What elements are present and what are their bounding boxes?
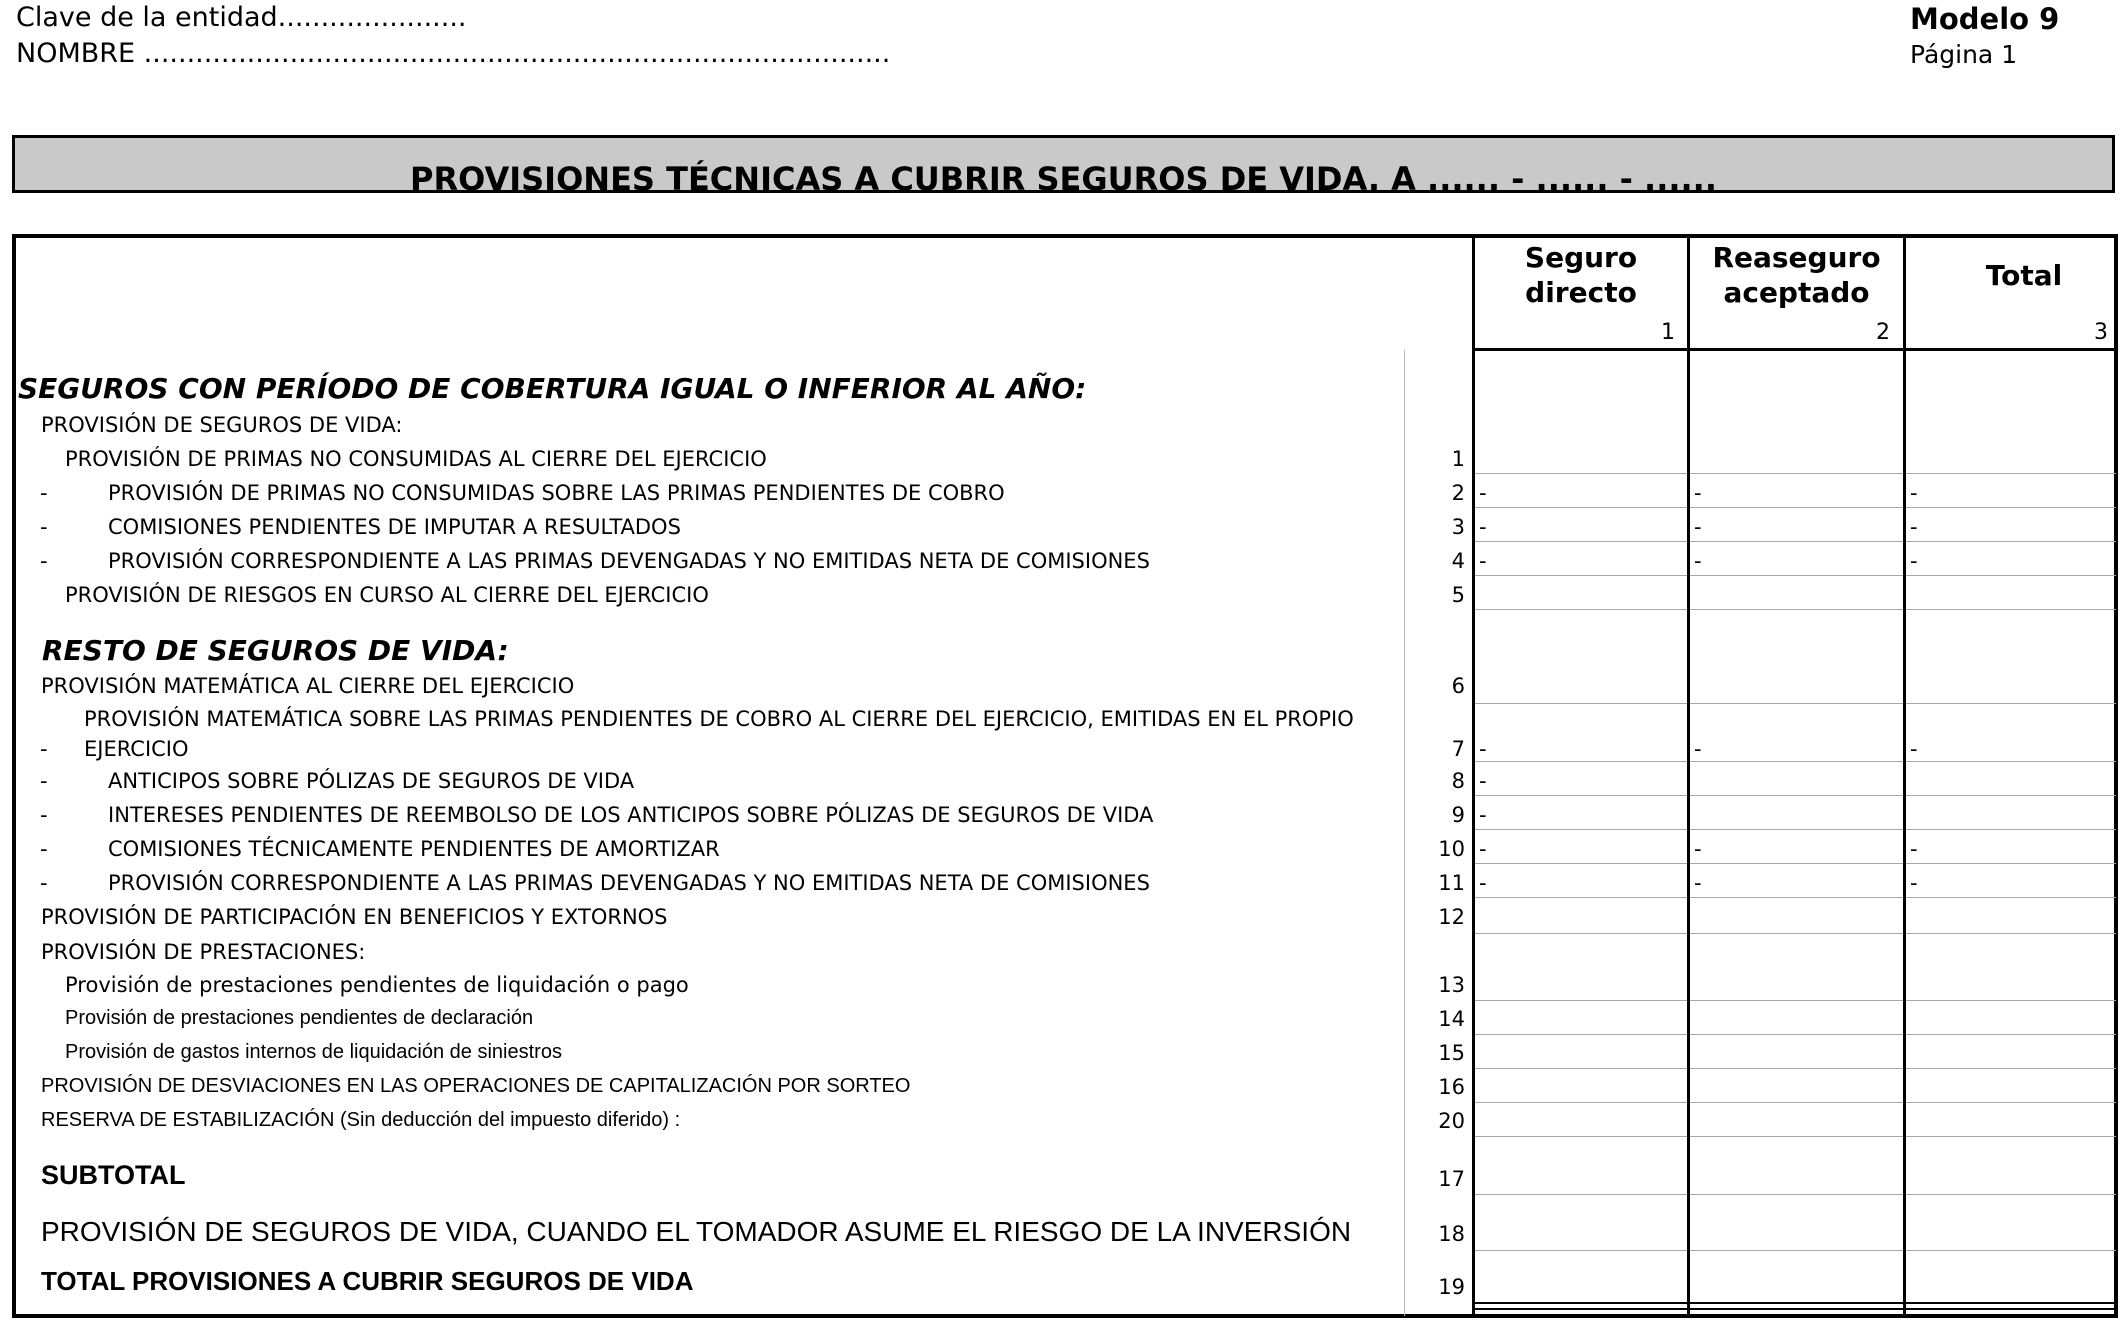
cell-separator [1690,1000,1903,1001]
row-number: 5 [1451,583,1465,607]
value-cell[interactable] [1479,1007,1683,1033]
cell-separator [1690,829,1903,830]
row-label: INTERESES PENDIENTES DE REEMBOLSO DE LOS ANTICIPOS SOBRE PÓLIZAS DE SEGUROS DE VIDA [108,803,1154,827]
cell-separator [1906,829,2116,830]
value-cell[interactable]: - [1479,871,1487,895]
cell-separator [1906,933,2116,934]
row-number: 4 [1451,549,1465,573]
value-cell[interactable] [1479,447,1683,473]
value-cell[interactable] [1694,1266,1899,1292]
row-label: PROVISIÓN CORRESPONDIENTE A LAS PRIMAS DEVENGADAS Y NO EMITIDAS NETA DE COMISIONES [108,871,1150,895]
row-number: 10 [1438,837,1465,861]
cell-separator [1906,795,2116,796]
row-label: PROVISIÓN MATEMÁTICA AL CIERRE DEL EJERCICIO [41,674,575,698]
cell-separator [1690,575,1903,576]
value-cell[interactable] [1694,769,1899,795]
cell-separator [1475,897,1687,898]
row-label: PROVISIÓN DE RIESGOS EN CURSO AL CIERRE DEL EJERCICIO [65,583,709,607]
row-label: Provisión de prestaciones pendientes de declaración [65,1007,534,1029]
row-label: TOTAL PROVISIONES A CUBRIR SEGUROS DE VIDA [41,1266,694,1296]
column-header-line: aceptado [1723,276,1870,309]
value-cell[interactable]: - [1694,871,1702,895]
value-cell[interactable]: - [1910,549,1918,573]
cell-separator [1690,1250,1903,1251]
row-label: Provisión de gastos internos de liquidación de siniestros [65,1041,562,1063]
value-cell[interactable]: - [1910,871,1918,895]
column-header-total [1906,258,2126,293]
row-number: 17 [1438,1167,1465,1191]
cell-separator [1690,1034,1903,1035]
cell-separator [1906,609,2116,610]
column-number: 2 [1876,320,1890,345]
value-cell[interactable] [1479,674,1683,700]
value-cell[interactable] [1910,674,2112,700]
row-lead-dash: - [40,481,48,505]
value-cell[interactable] [1694,583,1899,609]
row-label: SUBTOTAL [41,1160,186,1190]
model-label: Modelo 9 [1910,2,2060,36]
value-cell[interactable] [1479,973,1683,999]
value-cell[interactable] [1910,973,2112,999]
cell-separator [1906,703,2116,704]
value-cell[interactable] [1694,905,1899,931]
cell-separator [1475,795,1687,796]
row-lead-dash: - [40,769,48,793]
subsection-heading: PROVISIÓN DE PRESTACIONES: [41,940,366,964]
cell-separator [1475,1034,1687,1035]
cell-separator [1690,541,1903,542]
column-divider [1472,236,1475,1316]
row-number: 2 [1451,481,1465,505]
row-number: 16 [1438,1075,1465,1099]
value-cell[interactable]: - [1694,549,1702,573]
cell-separator [1475,1194,1687,1195]
column-header-line: Total [1985,259,2063,292]
value-cell[interactable] [1479,1109,1683,1135]
row-label: PROVISIÓN CORRESPONDIENTE A LAS PRIMAS DEVENGADAS Y NO EMITIDAS NETA DE COMISIONES [108,549,1150,573]
row-number: 15 [1438,1041,1465,1065]
value-cell[interactable] [1910,803,2112,829]
value-cell[interactable]: - [1910,515,1918,539]
value-cell[interactable]: - [1694,737,1702,761]
cell-separator [1475,829,1687,830]
cell-separator [1690,795,1903,796]
value-cell[interactable] [1694,447,1899,473]
value-cell[interactable]: - [1910,737,1918,761]
row-lead-dash: - [40,549,48,573]
row-lead-dash: - [40,871,48,895]
row-lead-dash: - [40,837,48,861]
row-label: PROVISIÓN DE PRIMAS NO CONSUMIDAS AL CIERRE DEL EJERCICIO [65,447,767,471]
value-cell[interactable] [1910,1160,2112,1186]
value-cell[interactable] [1910,1041,2112,1067]
section-heading: RESTO DE SEGUROS DE VIDA: [42,634,509,667]
cell-separator [1475,1250,1687,1251]
cell-separator [1690,609,1903,610]
row-label: PROVISIÓN DE SEGUROS DE VIDA, CUANDO EL TOMADOR ASUME EL RIESGO DE LA INVERSIÓN [41,1216,1352,1247]
row-number: 12 [1438,905,1465,929]
column-header-seguro-directo [1475,240,1687,310]
row-number: 19 [1438,1275,1465,1299]
value-cell[interactable]: - [1694,837,1702,861]
footer-rule [1472,1302,2118,1304]
cell-separator [1690,761,1903,762]
value-cell[interactable]: - [1694,481,1702,505]
cell-separator [1475,1000,1687,1001]
value-cell[interactable] [1694,973,1899,999]
cell-separator [1906,507,2116,508]
cell-separator [1906,863,2116,864]
value-cell[interactable]: - [1910,481,1918,505]
cell-separator [1906,473,2116,474]
cell-separator [1475,541,1687,542]
row-number: 20 [1438,1109,1465,1133]
cell-separator [1690,897,1903,898]
cell-separator [1906,1194,2116,1195]
cell-separator [1906,1136,2116,1137]
cell-separator [1906,575,2116,576]
value-cell[interactable] [1910,905,2112,931]
row-number: 9 [1451,803,1465,827]
footer-rule [1472,1308,2118,1310]
value-cell[interactable] [1694,1216,1899,1242]
cell-separator [1690,473,1903,474]
entity-key-label: Clave de la entidad...................... [16,2,467,33]
cell-separator [1475,473,1687,474]
entity-name-label: NOMBRE ....................................................................................... [16,38,891,69]
column-divider [1903,236,1906,1316]
row-label-continuation: EJERCICIO [84,737,189,761]
cell-separator [1475,575,1687,576]
value-cell[interactable] [1910,1007,2112,1033]
row-number: 13 [1438,973,1465,997]
column-header-reaseguro-aceptado [1690,240,1903,310]
value-cell[interactable] [1694,1041,1899,1067]
value-cell[interactable] [1910,1216,2112,1242]
subsection-heading: PROVISIÓN DE SEGUROS DE VIDA: [41,413,403,437]
value-cell[interactable] [1694,803,1899,829]
cell-separator [1475,507,1687,508]
cell-separator [1906,541,2116,542]
row-number: 1 [1451,447,1465,471]
column-header-line: Reaseguro [1712,241,1881,274]
row-label: PROVISIÓN DE DESVIACIONES EN LAS OPERACIONES DE CAPITALIZACIÓN POR SORTEO [41,1075,911,1097]
value-cell[interactable]: - [1910,837,1918,861]
value-cell[interactable] [1694,1007,1899,1033]
cell-separator [1690,507,1903,508]
cell-separator [1690,1068,1903,1069]
value-cell[interactable]: - [1479,769,1487,793]
row-lead-dash: - [40,737,48,761]
cell-separator [1475,1102,1687,1103]
cell-separator [1906,1250,2116,1251]
value-cell[interactable] [1479,905,1683,931]
value-cell[interactable] [1910,1266,2112,1292]
column-header-line: directo [1525,276,1637,309]
number-column-divider [1404,350,1405,1316]
column-number: 1 [1661,320,1675,345]
column-header-line: Seguro [1524,241,1638,274]
value-cell[interactable] [1910,447,2112,473]
row-label: Provisión de prestaciones pendientes de liquidación o pago [65,973,689,997]
value-cell[interactable] [1910,769,2112,795]
value-cell[interactable] [1910,583,2112,609]
row-label: COMISIONES TÉCNICAMENTE PENDIENTES DE AMORTIZAR [108,837,720,861]
value-cell[interactable] [1479,1041,1683,1067]
row-number: 7 [1451,737,1465,761]
cell-separator [1475,863,1687,864]
cell-separator [1690,1194,1903,1195]
page-title: PROVISIONES TÉCNICAS A CUBRIR SEGUROS DE VIDA. A ...... - ...... - ...... [410,160,1717,198]
cell-separator [1475,1136,1687,1137]
section-heading: SEGUROS CON PERÍODO DE COBERTURA IGUAL O INFERIOR AL AÑO: [18,372,1087,405]
cell-separator [1475,1068,1687,1069]
value-cell[interactable] [1694,1109,1899,1135]
cell-separator [1906,761,2116,762]
value-cell[interactable]: - [1479,737,1487,761]
value-cell[interactable] [1694,1160,1899,1186]
value-cell[interactable] [1479,1075,1683,1101]
value-cell[interactable]: - [1694,515,1702,539]
cell-separator [1690,1102,1903,1103]
row-label: PROVISIÓN DE PARTICIPACIÓN EN BENEFICIOS Y EXTORNOS [41,905,668,929]
value-cell[interactable]: - [1479,837,1487,861]
row-number: 8 [1451,769,1465,793]
row-number: 18 [1438,1222,1465,1246]
row-number: 6 [1451,674,1465,698]
cell-separator [1475,609,1687,610]
cell-separator [1475,933,1687,934]
cell-separator [1906,1000,2116,1001]
value-cell[interactable] [1910,1109,2112,1135]
cell-separator [1906,1034,2116,1035]
value-cell[interactable] [1694,1075,1899,1101]
row-lead-dash: - [40,515,48,539]
column-number: 3 [2094,320,2108,345]
value-cell[interactable] [1479,583,1683,609]
row-number: 3 [1451,515,1465,539]
row-lead-dash: - [40,803,48,827]
row-label: RESERVA DE ESTABILIZACIÓN (Sin deducción del impuesto diferido) : [41,1109,681,1131]
cell-separator [1906,897,2116,898]
cell-separator [1906,1102,2116,1103]
header-rule [1472,348,2118,351]
cell-separator [1475,703,1687,704]
value-cell[interactable]: - [1479,481,1487,505]
cell-separator [1475,761,1687,762]
cell-separator [1906,1068,2116,1069]
page-number: Página 1 [1910,40,2018,69]
value-cell[interactable] [1479,1160,1683,1186]
cell-separator [1690,863,1903,864]
cell-separator [1690,703,1903,704]
value-cell[interactable]: - [1479,515,1487,539]
value-cell[interactable] [1479,1216,1683,1242]
row-label: COMISIONES PENDIENTES DE IMPUTAR A RESULTADOS [108,515,681,539]
column-divider [1687,236,1690,1316]
cell-separator [1690,933,1903,934]
title-banner [12,135,2115,198]
value-cell[interactable]: - [1479,549,1487,573]
row-label: PROVISIÓN DE PRIMAS NO CONSUMIDAS SOBRE LAS PRIMAS PENDIENTES DE COBRO [108,481,1005,505]
cell-separator [1690,1136,1903,1137]
row-label: ANTICIPOS SOBRE PÓLIZAS DE SEGUROS DE VIDA [108,769,635,793]
row-number: 14 [1438,1007,1465,1031]
value-cell[interactable] [1910,1075,2112,1101]
value-cell[interactable] [1694,674,1899,700]
row-label: PROVISIÓN MATEMÁTICA SOBRE LAS PRIMAS PENDIENTES DE COBRO AL CIERRE DEL EJERCICIO, EMITIDAS EN EL PROPIO [84,707,1354,731]
value-cell[interactable]: - [1479,803,1487,827]
row-number: 11 [1438,871,1465,895]
value-cell[interactable] [1479,1266,1683,1292]
